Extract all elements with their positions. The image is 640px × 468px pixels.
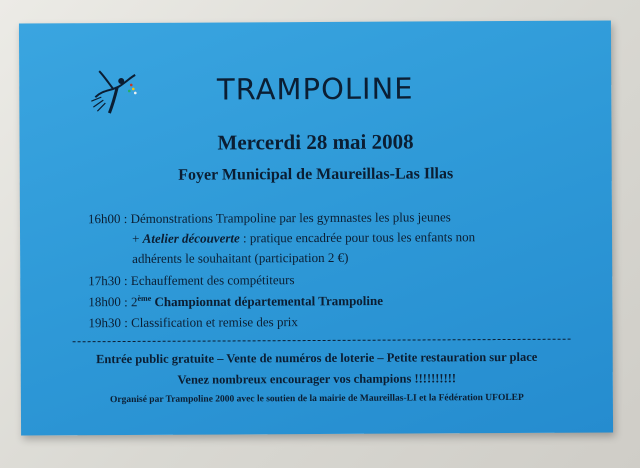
schedule-item xyxy=(88,209,451,227)
schedule-time: 18h00 xyxy=(88,294,121,310)
schedule-prefix: : 2 xyxy=(120,294,138,310)
atelier-line-2: adhérents le souhaitant (participation 2 €) xyxy=(132,249,349,266)
schedule-superscript: ème xyxy=(137,293,152,303)
schedule-item xyxy=(88,314,297,331)
atelier-plus: + xyxy=(132,230,143,246)
flyer-title: TRAMPOLINE xyxy=(216,71,414,107)
schedule-text: : Démonstrations Trampoline par les gymnastes les plus jeunes xyxy=(120,209,451,227)
schedule-text: : Classification et remise des prix xyxy=(120,314,298,331)
footer-organizer: Organisé par Trampoline 2000 avec le soutien de la mairie de Maureillas-LI et la Fédération UFOLEP xyxy=(109,392,524,406)
schedule xyxy=(87,209,568,331)
schedule-time: 16h00 xyxy=(87,211,121,227)
schedule-time: 17h30 xyxy=(88,273,121,289)
footer-callout: Venez nombreux encourager vos champions !!!!!!!!!! xyxy=(177,371,457,387)
atelier-line xyxy=(132,229,475,247)
flyer-sheet xyxy=(19,20,613,435)
schedule-item xyxy=(88,272,294,289)
schedule-item xyxy=(88,293,383,311)
atelier-label: Atelier découverte xyxy=(142,230,240,246)
dashed-divider xyxy=(73,339,571,343)
atelier-text: : pratique encadrée pour tous les enfants non xyxy=(239,229,476,246)
footer-info: Entrée public gratuite – Vente de numéros de loterie – Petite restauration sur place xyxy=(96,349,538,367)
schedule-time: 19h30 xyxy=(88,315,122,331)
schedule-text: : Echauffement des compétiteurs xyxy=(120,272,295,289)
event-venue: Foyer Municipal de Maureillas-Las Illas xyxy=(178,165,454,184)
schedule-text: Championnat départemental Trampoline xyxy=(151,292,384,310)
event-date: Mercerdi 28 mai 2008 xyxy=(217,129,414,155)
